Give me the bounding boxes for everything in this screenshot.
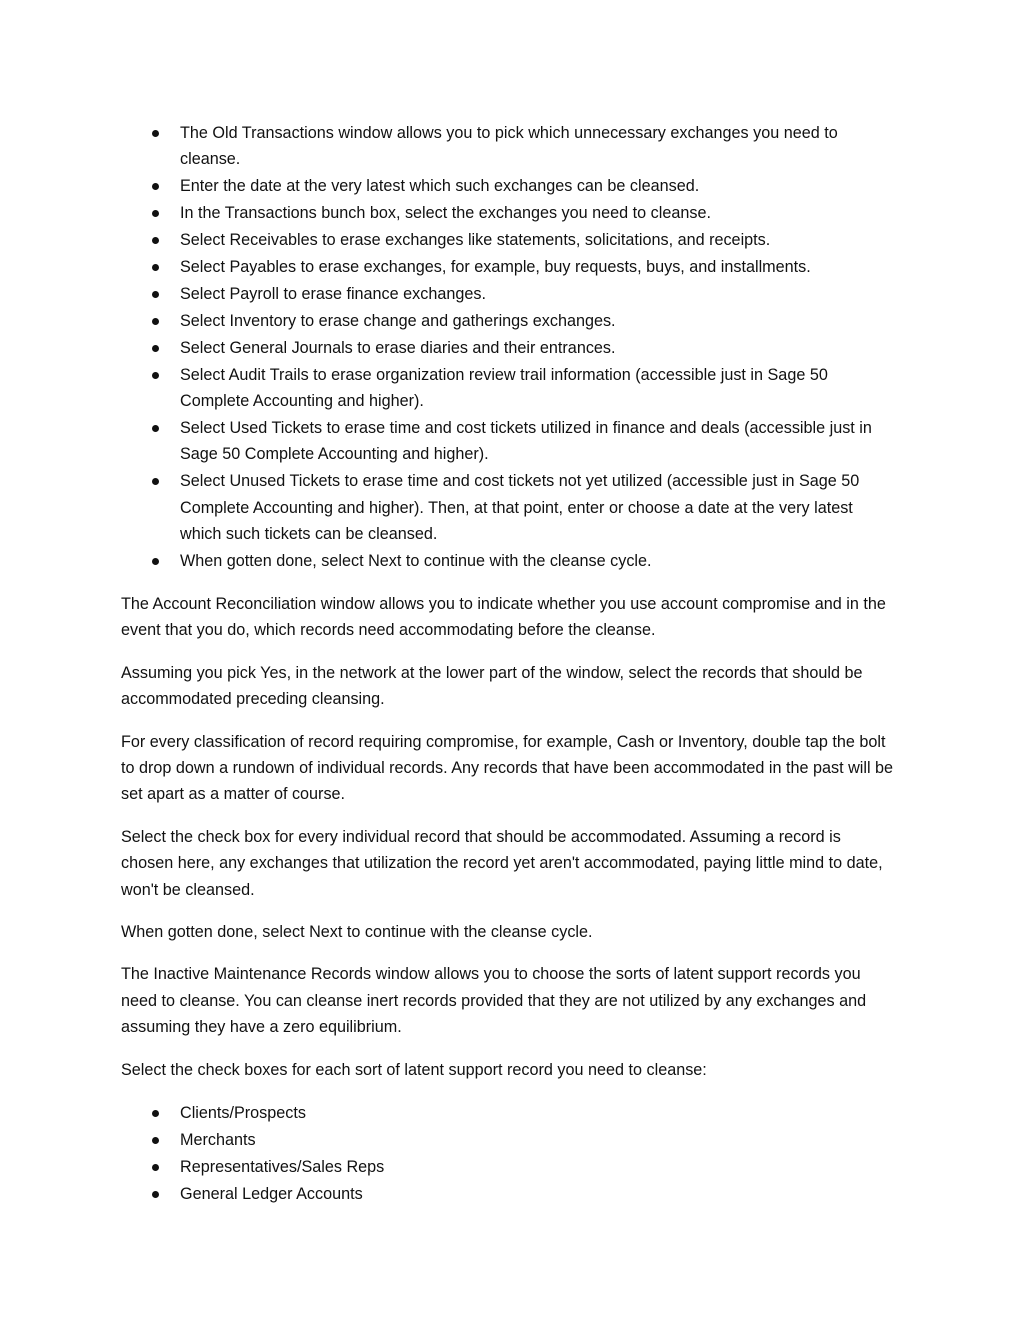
list-item: Select Payables to erase exchanges, for example, buy requests, buys, and installments. — [121, 254, 897, 280]
list-item: Select Unused Tickets to erase time and cost tickets not yet utilized (accessible just in Sage 50 Complete Accounting and higher). Then, at that point, enter or choose a date at the very latest which such tickets can be cleansed. — [121, 468, 897, 547]
paragraph-account-reconciliation: The Account Reconciliation window allows you to indicate whether you use account compromise and in the event that you do, which records need accommodating before the cleanse. — [121, 594, 886, 640]
paragraph-when-done: When gotten done, select Next to continue with the cleanse cycle. — [121, 922, 593, 941]
list-item: The Old Transactions window allows you to pick which unnecessary exchanges you need to cleanse. — [121, 120, 897, 173]
paragraph-select-check-box: Select the check box for every individual record that should be accommodated. Assuming a record is chosen here, any exchanges that utilization the record yet aren't accommodated, paying little mind to date, won't be cleansed. — [121, 827, 883, 899]
list-item: Select Payroll to erase finance exchanges. — [121, 281, 897, 307]
paragraph-inactive-maintenance: The Inactive Maintenance Records window allows you to choose the sorts of latent support records you need to cleanse. You can cleanse inert records provided that they are not utilized by any exchanges and assuming they have a zero equilibrium. — [121, 965, 867, 1037]
paragraph-assuming-yes: Assuming you pick Yes, in the network at the lower part of the window, select the records that should be accommodated preceding cleansing. — [121, 663, 863, 709]
paragraph-record-classification: For every classification of record requiring compromise, for example, Cash or Inventory, double tap the bolt to drop down a rundown of individual records. Any records that have been accommodated in the past will be set apart as a matter of course. — [121, 732, 894, 804]
paragraph-select-check-boxes: Select the check boxes for each sort of latent support record you need to cleanse: — [121, 1060, 707, 1079]
list-item: Enter the date at the very latest which such exchanges can be cleansed. — [121, 173, 897, 199]
list-item: Select Inventory to erase change and gatherings exchanges. — [121, 308, 897, 334]
list-item: When gotten done, select Next to continue with the cleanse cycle. — [121, 548, 897, 574]
document-body — [121, 120, 897, 1208]
record-types-bullet-list — [121, 1100, 897, 1207]
list-item: Select Used Tickets to erase time and cost tickets utilized in finance and deals (accessible just in Sage 50 Complete Accounting and higher). — [121, 415, 897, 468]
list-item: Select Audit Trails to erase organization review trail information (accessible just in Sage 50 Complete Accounting and higher). — [121, 362, 897, 415]
list-item: Select Receivables to erase exchanges like statements, solicitations, and receipts. — [121, 227, 897, 253]
transactions-bullet-list — [121, 120, 897, 574]
list-item: General Ledger Accounts — [121, 1181, 897, 1207]
list-item: Representatives/Sales Reps — [121, 1154, 897, 1180]
list-item: Clients/Prospects — [121, 1100, 897, 1126]
list-item: Merchants — [121, 1127, 897, 1153]
list-item: In the Transactions bunch box, select the exchanges you need to cleanse. — [121, 200, 897, 226]
list-item: Select General Journals to erase diaries and their entrances. — [121, 335, 897, 361]
